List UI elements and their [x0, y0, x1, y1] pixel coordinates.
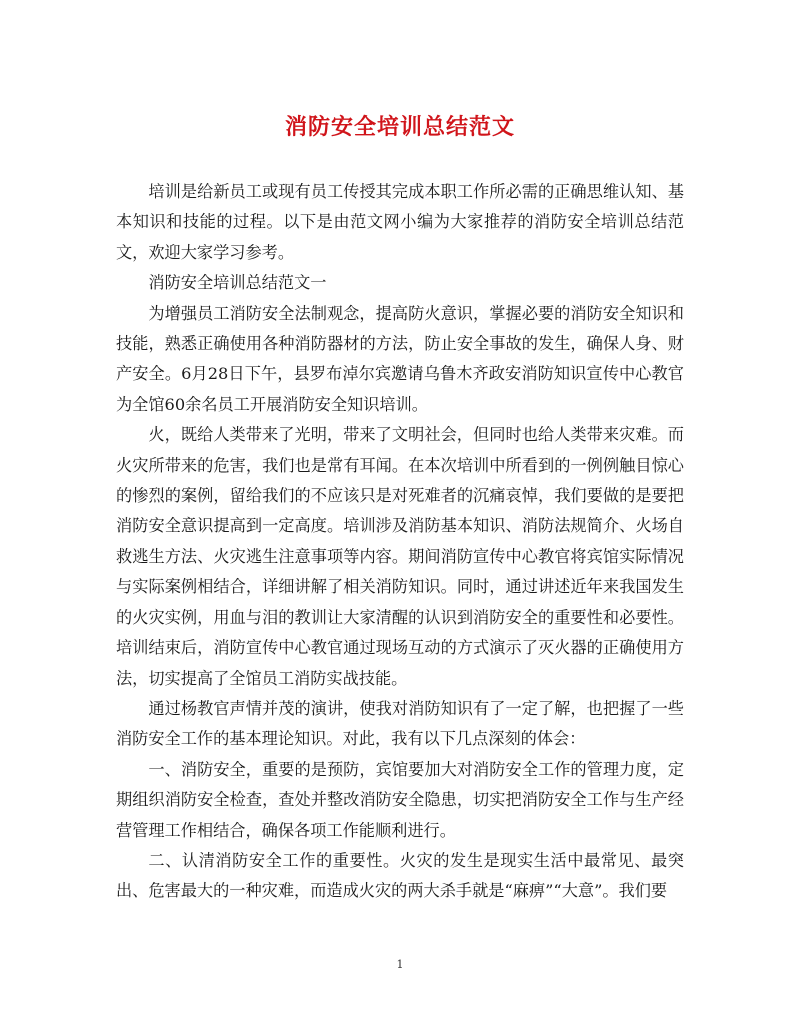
paragraph-intro: 培训是给新员工或现有员工传授其完成本职工作所必需的正确思维认知、基本知识和技能的过程。以下是由范文网小编为大家推荐的消防安全培训总结范文，欢迎大家学习参考。	[116, 182, 684, 262]
paragraph: 二、认清消防安全工作的重要性。火灾的发生是现实生活中最常见、最突出、危害最大的一种灾难，而造成火灾的两大杀手就是“麻痹”“大意”。我们要	[116, 850, 684, 901]
section-heading: 消防安全培训总结范文一	[148, 273, 327, 293]
document-title: 消防安全培训总结范文	[284, 114, 515, 140]
paragraph: 一、消防安全，重要的是预防，宾馆要加大对消防安全工作的管理力度，定期组织消防安全检查，查处并整改消防安全隐患，切实把消防安全工作与生产经营管理工作相结合，确保各项工作能顺利进行。	[116, 759, 684, 840]
paragraph: 通过杨教官声情并茂的演讲，使我对消防知识有了一定了解，也把握了一些消防安全工作的基本理论知识。对此，我有以下几点深刻的体会：	[116, 698, 684, 749]
document-body	[116, 177, 684, 907]
page-number: 1	[396, 958, 404, 971]
paragraph: 火，既给人类带来了光明，带来了文明社会，但同时也给人类带来灾难。而火灾所带来的危害，我们也是常有耳闻。在本次培训中所看到的一例例触目惊心的惨烈的案例，留给我们的不应该只是对死难者的沉痛哀悼，我们要做的是要把消防安全意识提高到一定高度。培训涉及消防基本知识、消防法规简介、火场自救逃生方法、火灾逃生注意事项等内容。期间消防宣传中心教官将宾馆实际情况与实际案例相结合，详细讲解了相关消防知识。同时，通过讲述近年来我国发生的火灾实例，用血与泪的教训让大家清醒的认识到消防安全的重要性和必要性。培训结束后，消防宣传中心教官通过现场互动的方式演示了灭火器的正确使用方法，切实提高了全馆员工消防实战技能。	[116, 425, 684, 688]
paragraph: 为增强员工消防安全法制观念，提高防火意识，掌握必要的消防安全知识和技能，熟悉正确使用各种消防器材的方法，防止安全事故的发生，确保人身、财产安全。6月28日下午，县罗布淖尔宾邀请乌鲁木齐政安消防知识宣传中心教官为全馆60余名员工开展消防安全知识培训。	[116, 303, 684, 414]
